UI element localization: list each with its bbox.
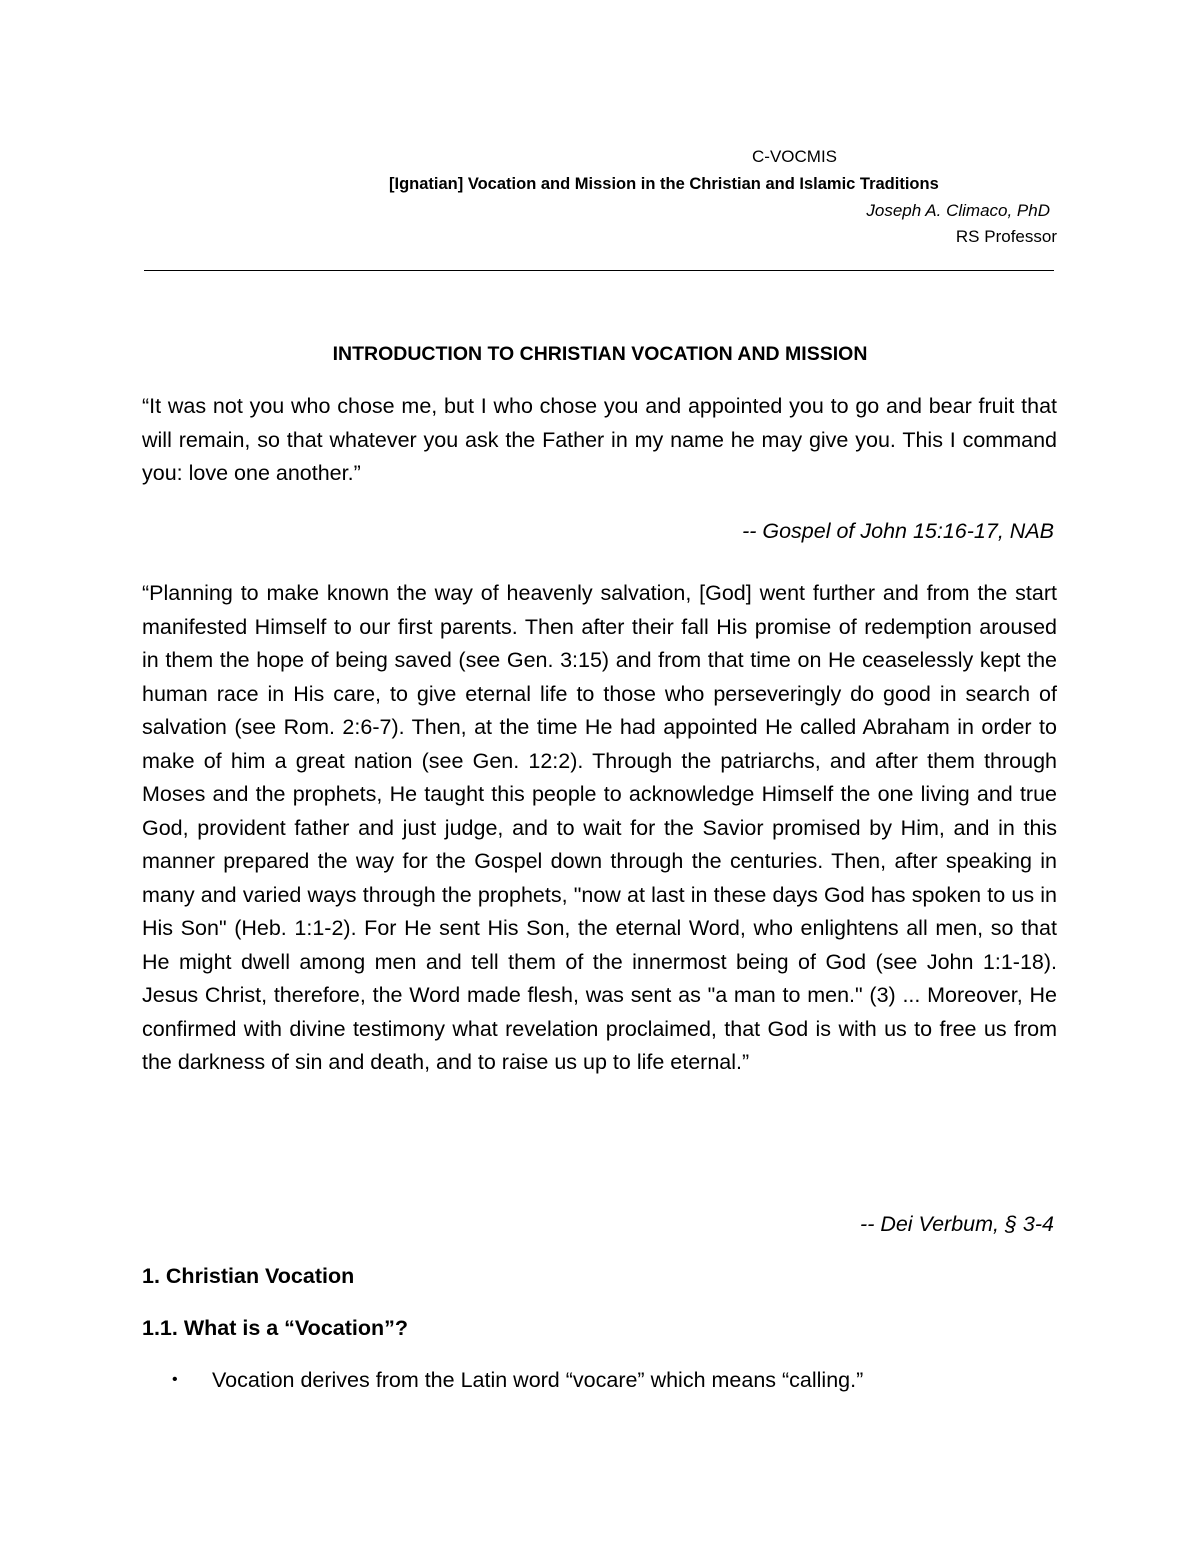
scripture-quote: “It was not you who chose me, but I who chose you and appointed you to go and bear fruit that will remain, so that whatever you ask the Father in my name he may give you. This I command you: love one another.”	[142, 394, 1057, 485]
header-divider	[144, 270, 1054, 271]
subsection-heading: 1.1. What is a “Vocation”?	[142, 1316, 409, 1340]
course-title: [Ignatian] Vocation and Mission in the Christian and Islamic Traditions	[389, 175, 939, 193]
bullet-icon: •	[172, 1371, 178, 1388]
scripture-citation: -- Gospel of John 15:16-17, NAB	[742, 519, 1054, 543]
document-title: INTRODUCTION TO CHRISTIAN VOCATION AND MISSION	[332, 343, 868, 365]
dei-verbum-quote: “Planning to make known the way of heavenly salvation, [God] went further and from the start manifested Himself to our first parents. Then after their fall His promise of redemption aroused in them the hope of being saved (see Gen. 3:15) and from that time on He ceaselessly kept the human race in His care, to give eternal life to those who perseveringly do good in search of salvation (see Rom. 2:6-7). Then, at the time He had appointed He called Abraham in order to make of him a great nation (see Gen. 12:2). Through the patriarchs, and after them through Moses and the prophets, He taught this people to acknowledge Himself the one living and true God, provident father and just judge, and to wait for the Savior promised by Him, and in this manner prepared the way for the Gospel down through the centuries. Then, after speaking in many and varied ways through the prophets, "now at last in these days God has spoken to us in His Son" (Heb. 1:1-2). For He sent His Son, the eternal Word, who enlightens all men, so that He might dwell among men and tell them of the innermost being of God (see John 1:1-18). Jesus Christ, therefore, the Word made flesh, was sent as "a man to men." (3) ... Moreover, He confirmed with divine testimony what revelation proclaimed, that God is with us to free us from the darkness of sin and death, and to raise us up to life eternal.”	[142, 581, 1057, 1074]
list-item	[172, 1365, 863, 1395]
section-heading: 1. Christian Vocation	[142, 1264, 355, 1288]
dei-verbum-citation: -- Dei Verbum, § 3-4	[860, 1212, 1054, 1236]
list-item-text: Vocation derives from the Latin word “vocare” which means “calling.”	[212, 1368, 864, 1392]
author-role: RS Professor	[955, 227, 1057, 246]
course-code: C-VOCMIS	[752, 147, 837, 166]
author-name: Joseph A. Climaco, PhD	[866, 201, 1050, 220]
